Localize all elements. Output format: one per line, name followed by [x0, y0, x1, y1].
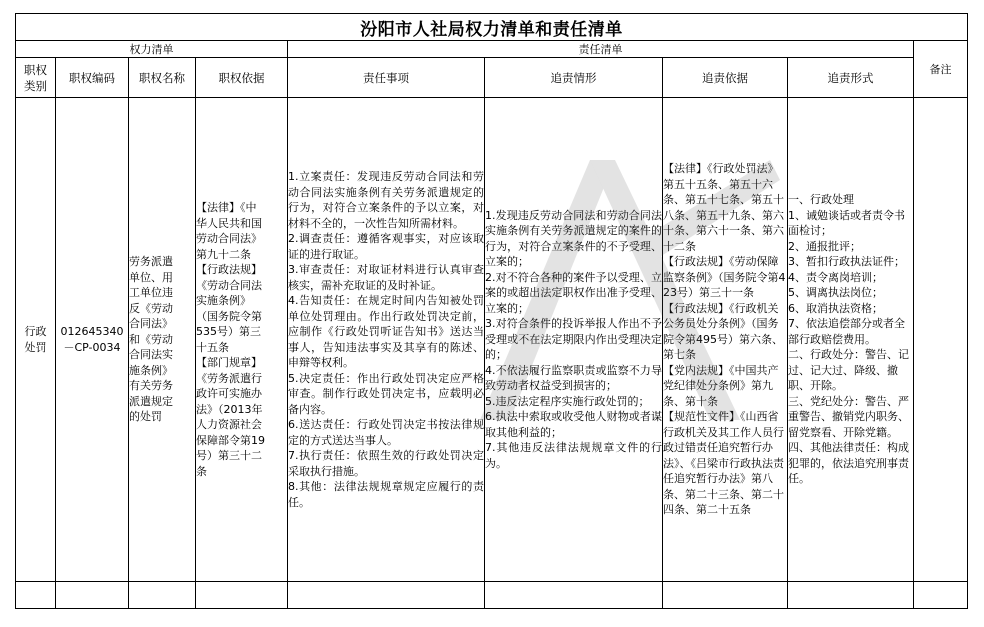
- basis-line: 保障部令第19: [196, 433, 265, 447]
- basis-line: 【行政法规】: [196, 263, 262, 276]
- accountability-item: 6.执法中索取或收受他人财物或者谋取其他利益的；: [485, 410, 662, 439]
- empty-cell: [914, 582, 968, 609]
- code-header: 职权编码: [56, 58, 129, 98]
- basis-line: 【法律】《中: [196, 201, 257, 214]
- name-line: 有关劳务: [129, 379, 173, 393]
- accountability-basis-header: 追责依据: [663, 58, 788, 98]
- name-line: 施条例》: [129, 363, 173, 377]
- accountability-form-item: 4、责令离岗培训；: [788, 270, 883, 284]
- accountability-form-cell: [788, 98, 914, 582]
- accountability-item: 2.对不符合各种的案件予以受理、立案的或超出法定职权作出准予受理、立案的；: [485, 270, 662, 315]
- page-title: 汾阳市人社局权力清单和责任清单: [16, 14, 968, 41]
- accountability-basis-item: 【行政法规】《行政机关公务员处分条例》（国务院令第495号）第六条、第七条: [663, 301, 783, 362]
- duties-cell: [288, 98, 485, 582]
- category-line: 行政: [24, 325, 47, 338]
- code-cell: [56, 98, 129, 582]
- accountability-form-header: 追责形式: [788, 58, 914, 98]
- basis-line: 条: [196, 464, 207, 478]
- basis-line: 华人民共和国: [196, 216, 262, 230]
- remarks-header: 备注: [914, 41, 968, 98]
- duty-item: 8.其他：法律法规规章规定应履行的责任。: [288, 480, 484, 509]
- basis-line: 《劳务派遣行: [196, 371, 262, 385]
- empty-cell: [196, 582, 288, 609]
- accountability-item: 5.违反法定程序实施行政处罚的；: [485, 394, 650, 408]
- accountability-basis-cell: [663, 98, 788, 582]
- duty-item: 3.审查责任：对取证材料进行认真审查核实，需补充取证的及时补证。: [288, 263, 484, 292]
- accountability-basis-item: 【行政法规】《劳动保障监察条例》（国务院令第423号）第三十一条: [663, 255, 786, 300]
- remarks-cell: [914, 98, 968, 582]
- duty-item: 7.执行责任：依照生效的行政处罚决定采取执行措施。: [288, 449, 484, 478]
- accountability-form-item: 1、诫勉谈话或者责令书面检讨；: [788, 208, 905, 238]
- basis-line: 人力资源社会: [196, 418, 262, 431]
- duty-item: 5.决定责任：作出行政处罚决定应严格审查。制作行政处罚决定书，应载明必备内容。: [288, 371, 484, 416]
- basis-line: 535号）第三: [196, 325, 261, 338]
- accountability-header: 追责情形: [485, 58, 663, 98]
- basis-line: 政许可实施办: [196, 387, 262, 400]
- accountability-basis-item: 【规范性文件】《山西省行政机关及其工作人员行政过错责任追究暂行办法》、《吕梁市行政执法责任追究暂行办法》第八条、第二十三条、第二十四条、第二十五条: [663, 410, 784, 517]
- name-line: 劳务派遣: [129, 255, 173, 269]
- power-list-group-header: 权力清单: [16, 41, 288, 58]
- category-line: 处罚: [24, 340, 47, 354]
- duty-item: 4.告知责任：在规定时间内告知被处罚单位处罚理由。作出行政处罚决定前，应制作《行政处罚听证告知书》送达当事人，告知违法事实及其享有的陈述、申辩等权利。: [288, 294, 484, 369]
- code-line: －CP-0034: [63, 340, 121, 354]
- accountability-form-item: 二、行政处分：警告、记过、记大过、降级、撤职、开除。: [788, 348, 909, 393]
- code-line: 012645340: [60, 325, 124, 338]
- name-line: 合同法》: [129, 317, 173, 331]
- accountability-form-item: 2、通报批评；: [788, 239, 861, 253]
- basis-line: 【部门规章】: [196, 356, 262, 369]
- name-line: 工单位违: [129, 286, 173, 300]
- accountability-form-item: 3、暂扣行政执法证件；: [788, 255, 905, 269]
- duty-item: 1.立案责任：发现违反劳动合同法和劳动合同法实施条例有关劳务派遣规定的行为，对符合立案条件的予以立案，对材料不全的，一次性告知所需材料。: [288, 170, 484, 230]
- name-cell: [129, 98, 196, 582]
- basis-cell: [196, 98, 288, 582]
- accountability-form-item: 三、党纪处分：警告、严重警告、撤销党内职务、留党察看、开除党籍。: [788, 394, 909, 439]
- duty-item: 2.调查责任：遵循客观事实，对应该取证的进行取证。: [288, 232, 484, 261]
- basis-line: 第九十二条: [196, 247, 251, 261]
- basis-line: （国务院令第: [196, 309, 262, 323]
- empty-cell: [663, 582, 788, 609]
- duty-item: 6.送达责任：行政处罚决定书按法律规定的方式送达当事人。: [288, 418, 484, 447]
- accountability-form-item: 四、其他法律责任：构成犯罪的，依法追究刑事责任。: [788, 441, 909, 486]
- category-cell: [16, 98, 56, 582]
- responsibility-sheet: [15, 13, 967, 610]
- category-header-line: 类别: [24, 78, 47, 93]
- accountability-item: 4.不依法履行监察职责或监察不力导致劳动者权益受到损害的；: [485, 363, 662, 393]
- accountability-item: 3.对符合条件的投诉举报人作出不予受理或不在法定期限内作出受理决定的；: [485, 317, 662, 362]
- empty-cell: [485, 582, 663, 609]
- basis-line: 劳动合同法》: [196, 232, 262, 245]
- empty-cell: [288, 582, 485, 609]
- empty-cell: [16, 582, 56, 609]
- accountability-item: 7.其他违反法律法规规章文件的行为。: [485, 441, 662, 470]
- accountability-item: 1.发现违反劳动合同法和劳动合同法实施条例有关劳务派遣规定的案件的行为，对符合立案条件的不予受理、立案的；: [485, 208, 662, 269]
- accountability-form-item: 一、行政处理: [788, 193, 854, 207]
- basis-line: 实施条例》: [196, 294, 251, 307]
- name-line: 单位、用: [129, 270, 173, 284]
- category-header: [16, 58, 56, 98]
- accountability-form-item: 7、依法追偿部分或者全部行政赔偿费用。: [788, 317, 905, 346]
- basis-line: 号）第三十二: [196, 449, 262, 462]
- accountability-cell: [485, 98, 663, 582]
- responsibility-list-group-header: 责任清单: [288, 41, 914, 58]
- name-line: 和《劳动: [129, 332, 173, 346]
- empty-cell: [129, 582, 196, 609]
- list-table: [15, 13, 968, 609]
- name-line: 的处罚: [129, 410, 162, 424]
- name-line: 合同法实: [129, 348, 173, 362]
- empty-cell: [56, 582, 129, 609]
- accountability-basis-item: 【党内法规】《中国共产党纪律处分条例》第九条、第十条: [663, 363, 779, 408]
- accountability-basis-item: 【法律】《行政处罚法》第五十五条、第五十六条、第五十七条、第五十八条、第五十九条、第六十条、第六十一条、第六十二条: [663, 162, 784, 253]
- category-header-line: 职权: [24, 62, 47, 77]
- accountability-form-item: 5、调离执法岗位；: [788, 286, 883, 300]
- accountability-form-item: 6、取消执法资格；: [788, 301, 883, 315]
- basis-header: 职权依据: [196, 58, 288, 98]
- name-line: 反《劳动: [129, 301, 173, 315]
- name-header: 职权名称: [129, 58, 196, 98]
- table-row: [16, 98, 968, 582]
- basis-line: 法》（2013年: [196, 402, 263, 416]
- name-line: 派遣规定: [129, 394, 173, 408]
- duties-header: 责任事项: [288, 58, 485, 98]
- table-row-empty: [16, 582, 968, 609]
- basis-line: 十五条: [196, 340, 229, 354]
- empty-cell: [788, 582, 914, 609]
- basis-line: 《劳动合同法: [196, 278, 262, 292]
